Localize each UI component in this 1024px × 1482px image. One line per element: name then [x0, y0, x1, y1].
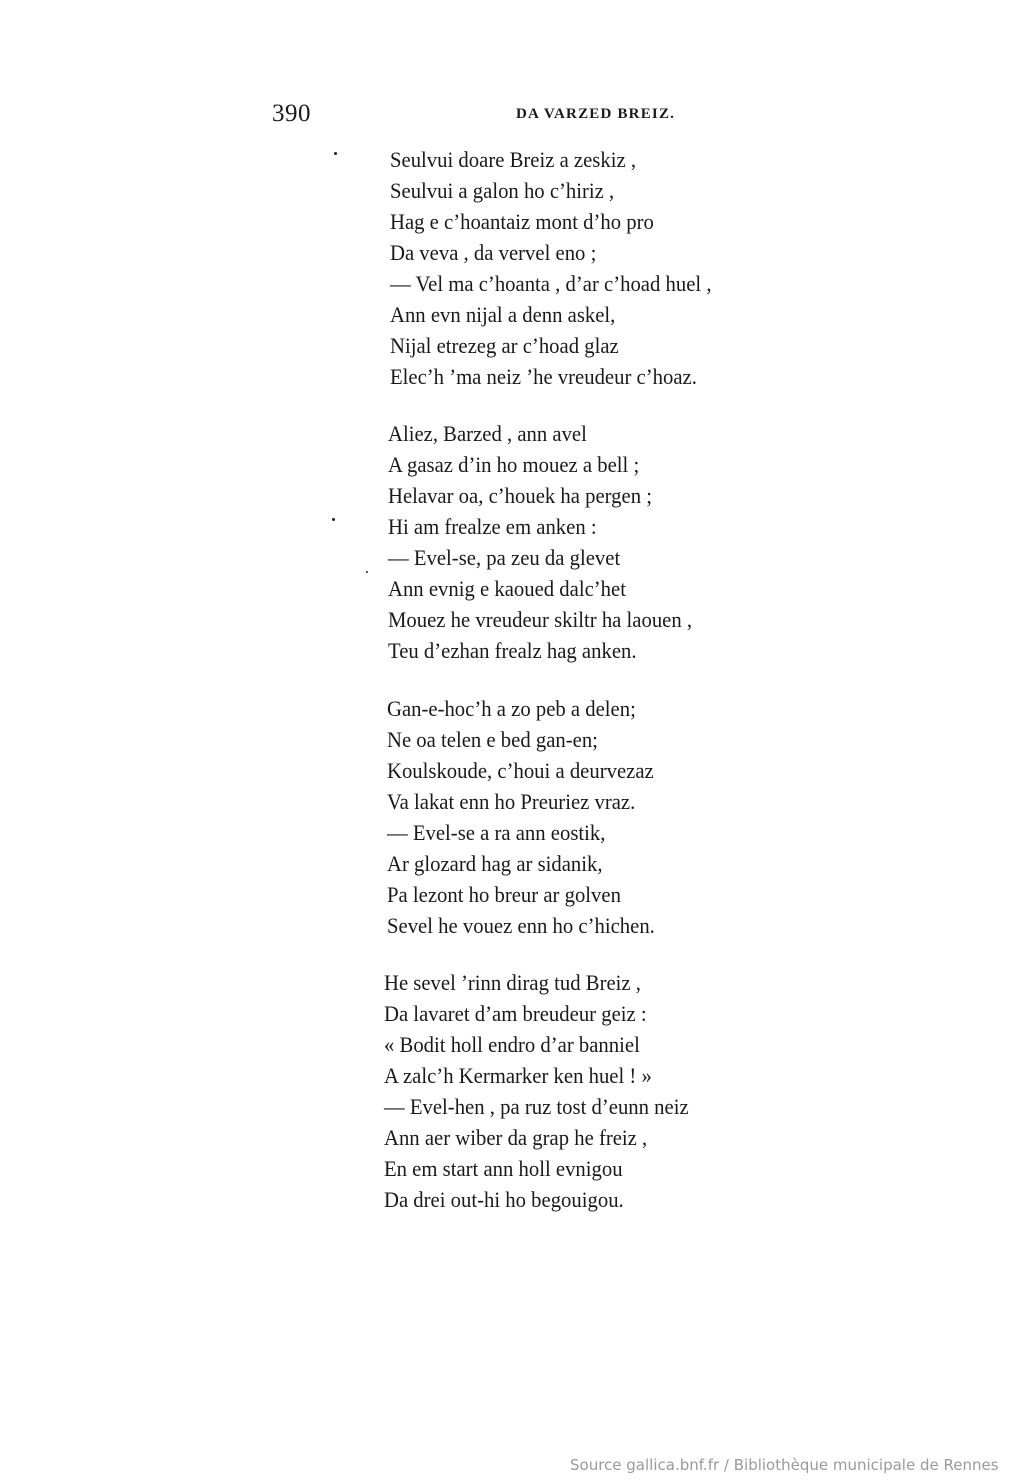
verse-line: Ann evn nijal a denn askel,	[390, 302, 616, 327]
stanza-4	[384, 967, 715, 1215]
verse-line: — Evel-se a ra ann eostik,	[387, 820, 606, 845]
verse-line: Sevel he vouez enn ho c’hichen.	[387, 913, 655, 938]
verse-line: Gan-e-hoc’h a zo peb a delen;	[387, 696, 636, 721]
ink-speck	[366, 571, 368, 573]
verse-line: Hi am frealze em anken :	[388, 514, 597, 539]
verse-line: He sevel ’rinn dirag tud Breiz ,	[384, 970, 641, 995]
verse-line: Koulskoude, c’houi a deurvezaz	[387, 758, 654, 783]
verse-line: Va lakat enn ho Preuriez vraz.	[387, 789, 636, 814]
verse-line: A zalc’h Kermarker ken huel ! »	[384, 1063, 652, 1088]
verse-line: Seulvui doare Breiz a zeskiz ,	[390, 147, 637, 172]
verse-line: Pa lezont ho breur ar golven	[387, 882, 621, 907]
verse-line: Nijal etrezeg ar c’hoad glaz	[390, 333, 619, 358]
stanza-3	[387, 693, 678, 941]
verse-line: Helavar oa, c’houek ha pergen ;	[388, 483, 652, 508]
verse-line: — Evel-hen , pa ruz tost d’eunn neiz	[384, 1094, 689, 1119]
verse-line: Ann aer wiber da grap he freiz ,	[384, 1125, 648, 1150]
verse-line: Aliez, Barzed , ann avel	[388, 421, 587, 446]
verse-line: Da lavaret d’am breudeur geiz :	[384, 1001, 647, 1026]
verse-line: — Vel ma c’hoanta , d’ar c’hoad huel ,	[390, 271, 712, 296]
verse-line: Hag e c’hoantaiz mont d’ho pro	[390, 209, 654, 234]
verse-line: Mouez he vreudeur skiltr ha laouen ,	[388, 607, 693, 632]
page-number: 390	[272, 100, 311, 127]
verse-line: Elec’h ’ma neiz ’he vreudeur c’hoaz.	[390, 364, 697, 389]
verse-line: Da drei out-hi ho begouigou.	[384, 1187, 624, 1212]
verse-line: — Evel-se, pa zeu da glevet	[388, 545, 621, 570]
verse-line: Seulvui a galon ho c’hiriz ,	[390, 178, 615, 203]
stanza-1	[390, 144, 739, 392]
verse-line: A gasaz d’in ho mouez a bell ;	[388, 452, 640, 477]
source-footer: Source gallica.bnf.fr / Bibliothèque municipale de Rennes	[570, 1456, 999, 1474]
stanza-2	[388, 418, 719, 666]
verse-line: « Bodit holl endro d’ar banniel	[384, 1032, 640, 1057]
verse-line: Ne oa telen e bed gan-en;	[387, 727, 598, 752]
verse-line: En em start ann holl evnigou	[384, 1156, 623, 1181]
verse-line: Ar glozard hag ar sidanik,	[387, 851, 603, 876]
verse-line: Da veva , da vervel eno ;	[390, 240, 597, 265]
ink-speck	[332, 518, 335, 521]
running-header: DA VARZED BREIZ.	[516, 106, 676, 122]
verse-line: Ann evnig e kaoued dalc’het	[388, 576, 626, 601]
verse-line: Teu d’ezhan frealz hag anken.	[388, 638, 637, 663]
ink-speck	[334, 152, 337, 155]
